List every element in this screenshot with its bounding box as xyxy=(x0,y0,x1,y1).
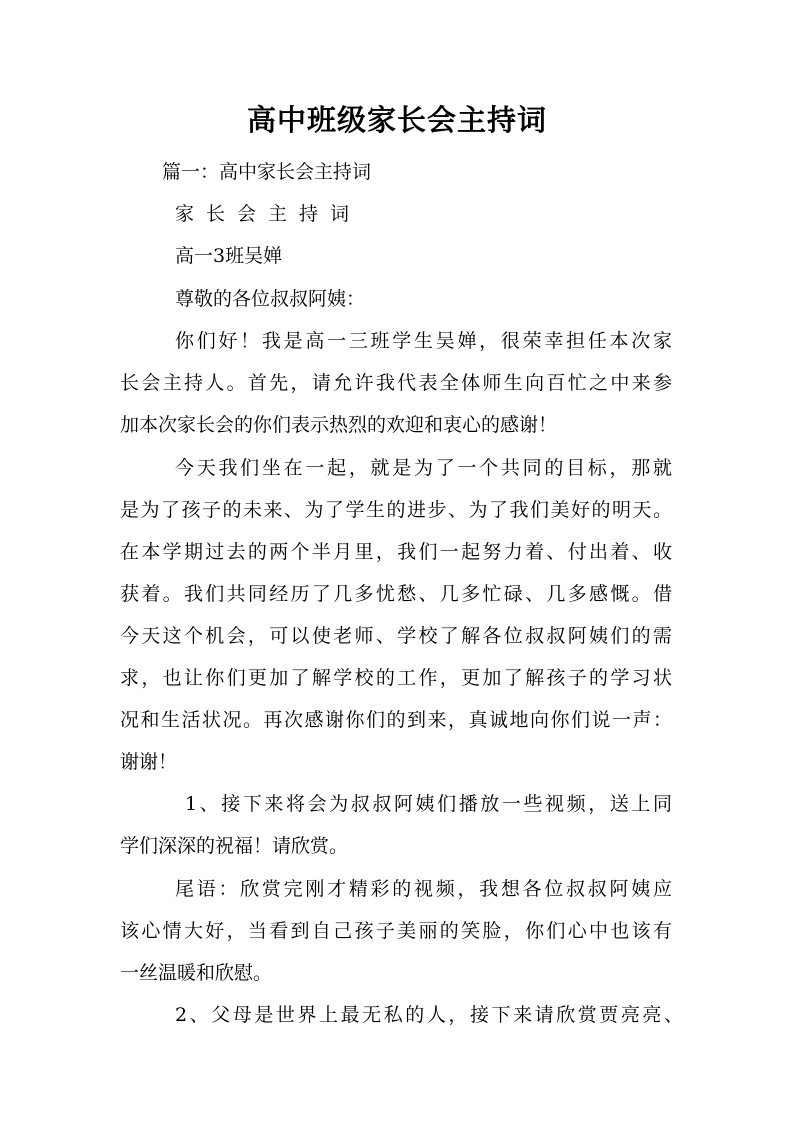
paragraph-line: 今天这个机会，可以使老师、学校了解各位叔叔阿姨们的需 xyxy=(120,625,672,647)
paragraph-line: 获着。我们共同经历了几多忧愁、几多忙碌、几多感慨。借 xyxy=(120,583,672,605)
paragraph-line: 该心情大好，当看到自己孩子美丽的笑脸，你们心中也该有 xyxy=(120,920,672,942)
section-heading: 篇一：高中家长会主持词 xyxy=(162,161,372,183)
paragraph-line: 2、父母是世界上最无私的人，接下来请欣赏贾亮亮、 xyxy=(175,1004,683,1026)
salutation: 尊敬的各位叔叔阿姨： xyxy=(175,288,366,310)
paragraph-line: 学们深深的祝福！请欣赏。 xyxy=(120,835,349,857)
paragraph-line: 1、接下来将会为叔叔阿姨们播放一些视频，送上同 xyxy=(185,793,672,815)
paragraph-line: 长会主持人。首先，请允许我代表全体师生向百忙之中来参 xyxy=(120,372,672,394)
document-title: 高中班级家长会主持词 xyxy=(246,103,547,137)
paragraph-line: 一丝温暖和欣慰。 xyxy=(120,962,273,984)
paragraph-line: 求，也让你们更加了解学校的工作，更加了解孩子的学习状 xyxy=(120,667,672,689)
paragraph-line: 你们好！我是高一三班学生吴婵，很荣幸担任本次家 xyxy=(175,330,672,352)
author-line: 高一3班吴婵 xyxy=(175,245,283,267)
paragraph-line: 今天我们坐在一起，就是为了一个共同的目标，那就 xyxy=(175,457,672,479)
paragraph-line: 是为了孩子的未来、为了学生的进步、为了我们美好的明天。 xyxy=(120,499,672,521)
paragraph-line: 在本学期过去的两个半月里，我们一起努力着、付出着、收 xyxy=(120,541,672,563)
paragraph-line: 尾语：欣赏完刚才精彩的视频，我想各位叔叔阿姨应 xyxy=(175,878,672,900)
paragraph-line: 加本次家长会的你们表示热烈的欢迎和衷心的感谢！ xyxy=(120,414,558,436)
paragraph-line: 谢谢！ xyxy=(120,751,178,773)
paragraph-line: 况和生活状况。再次感谢你们的到来，真诚地向你们说一声： xyxy=(120,709,672,731)
subheading: 家长会主持词 xyxy=(175,203,362,225)
